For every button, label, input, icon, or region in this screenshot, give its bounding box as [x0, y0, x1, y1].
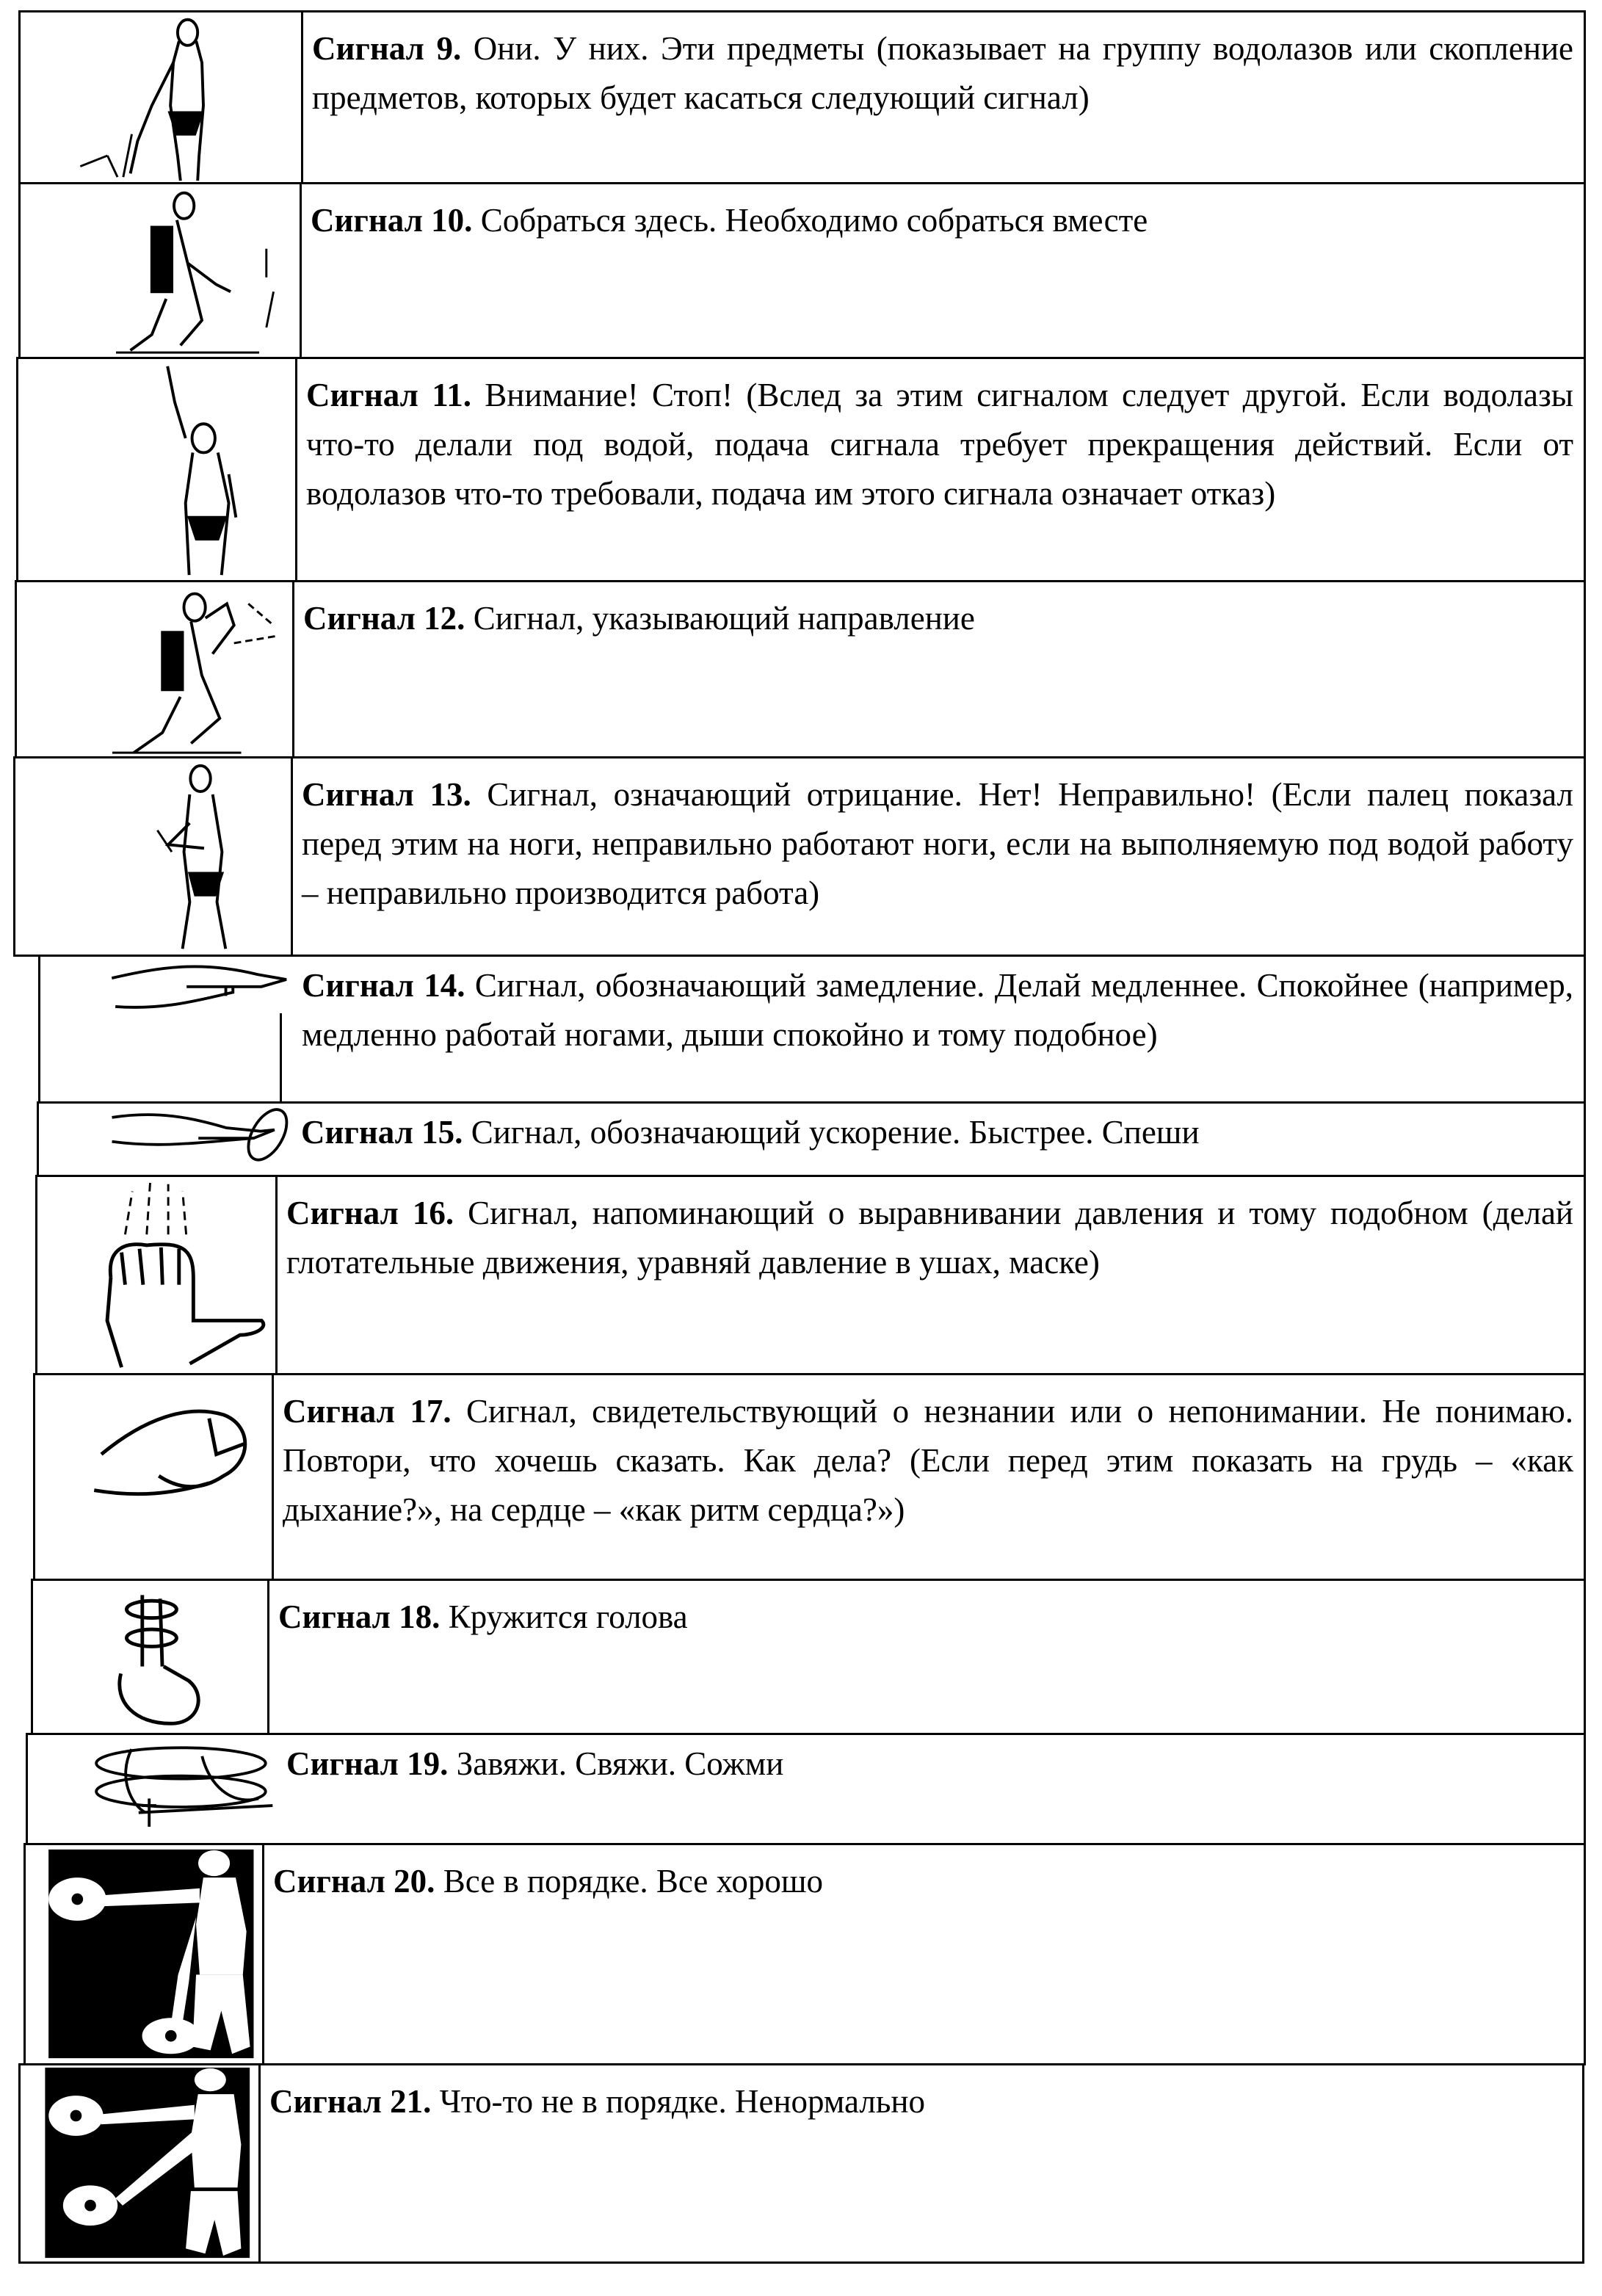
- hand-fist-thumb-icon: [37, 1177, 278, 1373]
- signal-text: Завяжи. Свяжи. Сожми: [456, 1745, 784, 1782]
- signal-text: Сигнал, означающий отрицание. Нет! Неправильно! (Если палец показал перед этим на ноги, неправильно работают ноги, если на выполняемую под водой работу – неправильно производится работа): [302, 776, 1574, 911]
- signal-text: Все в порядке. Все хорошо: [443, 1863, 824, 1900]
- signal-row-18: [31, 1579, 1586, 1735]
- signal-text: Сигнал, обозначающий ускорение. Быстрее. Спеши: [471, 1114, 1200, 1151]
- diver-lights-ok-icon: [26, 1845, 264, 2063]
- signal-row-12: [15, 580, 1586, 758]
- signal-text: Что-то не в порядке. Ненормально: [439, 2083, 925, 2120]
- signal-label: Сигнал 14.: [302, 967, 465, 1004]
- signal-row-10: [18, 182, 1586, 359]
- signal-label: Сигнал 18.: [278, 1598, 441, 1635]
- signal-label: Сигнал 11.: [306, 377, 471, 413]
- signal-description: [293, 758, 1584, 955]
- signal-description: [303, 12, 1584, 182]
- signal-description: [293, 957, 1584, 1101]
- signal-description: [264, 1845, 1584, 2063]
- signal-text: Внимание! Стоп! (Вслед за этим сигналом следует другой. Если водолазы что-то делали под водой, подача сигнала требует прекращения действий. Если от водолазов что-то требовали, подача им этого сигнала означает отказ): [306, 377, 1574, 512]
- hand-cupped-icon: [35, 1375, 274, 1579]
- signal-row-11: [16, 357, 1586, 582]
- diver-kneeling-pointing-icon: [17, 582, 294, 756]
- diver-standing-pointing-down-icon: [21, 12, 303, 182]
- signal-label: Сигнал 20.: [273, 1863, 435, 1900]
- diver-kneeling-gesture-icon: [21, 184, 302, 357]
- signal-row-14: [38, 955, 1586, 1104]
- signal-description: [269, 1581, 1584, 1733]
- signal-description: [297, 359, 1584, 580]
- diver-finger-wag-icon: [15, 758, 293, 955]
- signal-row-15: [37, 1101, 1586, 1177]
- signal-label: Сигнал 13.: [302, 776, 471, 813]
- signal-text: Сигнал, обозначающий замедление. Делай медленнее. Спокойнее (например, медленно работай ногами, дыши спокойно и тому подобное): [302, 967, 1574, 1053]
- signal-text: Кружится голова: [448, 1598, 688, 1635]
- signal-text: Сигнал, свидетельствующий о незнании или о непонимании. Не понимаю. Повтори, что хочешь сказать. Как дела? (Если перед этим показать на грудь – «как дыхание?», на сердце – «как ритм сердца?»): [283, 1393, 1573, 1528]
- signal-row-17: [33, 1373, 1586, 1581]
- diver-arm-raised-icon: [18, 359, 297, 580]
- signal-row-20: [23, 1843, 1586, 2065]
- signal-label: Сигнал 19.: [286, 1745, 449, 1782]
- signal-label: Сигнал 10.: [311, 202, 473, 239]
- signal-label: Сигнал 16.: [286, 1195, 454, 1231]
- signal-description: [278, 1735, 1584, 1843]
- signal-row-21: [18, 2063, 1584, 2264]
- signal-description: [278, 1177, 1584, 1373]
- signal-text: Они. У них. Эти предметы (показывает на группу водолазов или скопление предметов, которых будет касаться следующий сигнал): [312, 30, 1574, 116]
- diver-lights-wrong-icon: [21, 2065, 261, 2261]
- signal-text: Сигнал, напоминающий о выравнивании давления и тому подобном (делай глотательные движения, уравняй давление в ушах, маске): [286, 1195, 1574, 1281]
- signal-label: Сигнал 12.: [303, 600, 465, 637]
- signal-text: Собраться здесь. Необходимо собраться вместе: [480, 202, 1148, 239]
- signal-row-19: [26, 1733, 1586, 1845]
- signal-row-16: [35, 1175, 1586, 1375]
- signal-label: Сигнал 21.: [269, 2083, 432, 2120]
- signal-text: Сигнал, указывающий направление: [473, 600, 975, 637]
- signal-label: Сигнал 9.: [312, 30, 462, 67]
- signal-description: [294, 582, 1584, 756]
- signal-description: [274, 1375, 1584, 1579]
- signal-row-13: [13, 756, 1586, 957]
- hand-pointing-circle-icon: [39, 1104, 292, 1175]
- signal-label: Сигнал 15.: [301, 1114, 463, 1151]
- hands-tied-icon: [28, 1735, 278, 1843]
- hand-finger-circling-icon: [33, 1581, 269, 1733]
- signal-description: [302, 184, 1584, 357]
- signal-description: [292, 1104, 1584, 1175]
- signal-row-9: [18, 10, 1586, 184]
- column-divider: [280, 1013, 282, 1106]
- signal-label: Сигнал 17.: [283, 1393, 452, 1430]
- hand-pointing-icon: [40, 957, 293, 1101]
- signal-description: [261, 2065, 1582, 2261]
